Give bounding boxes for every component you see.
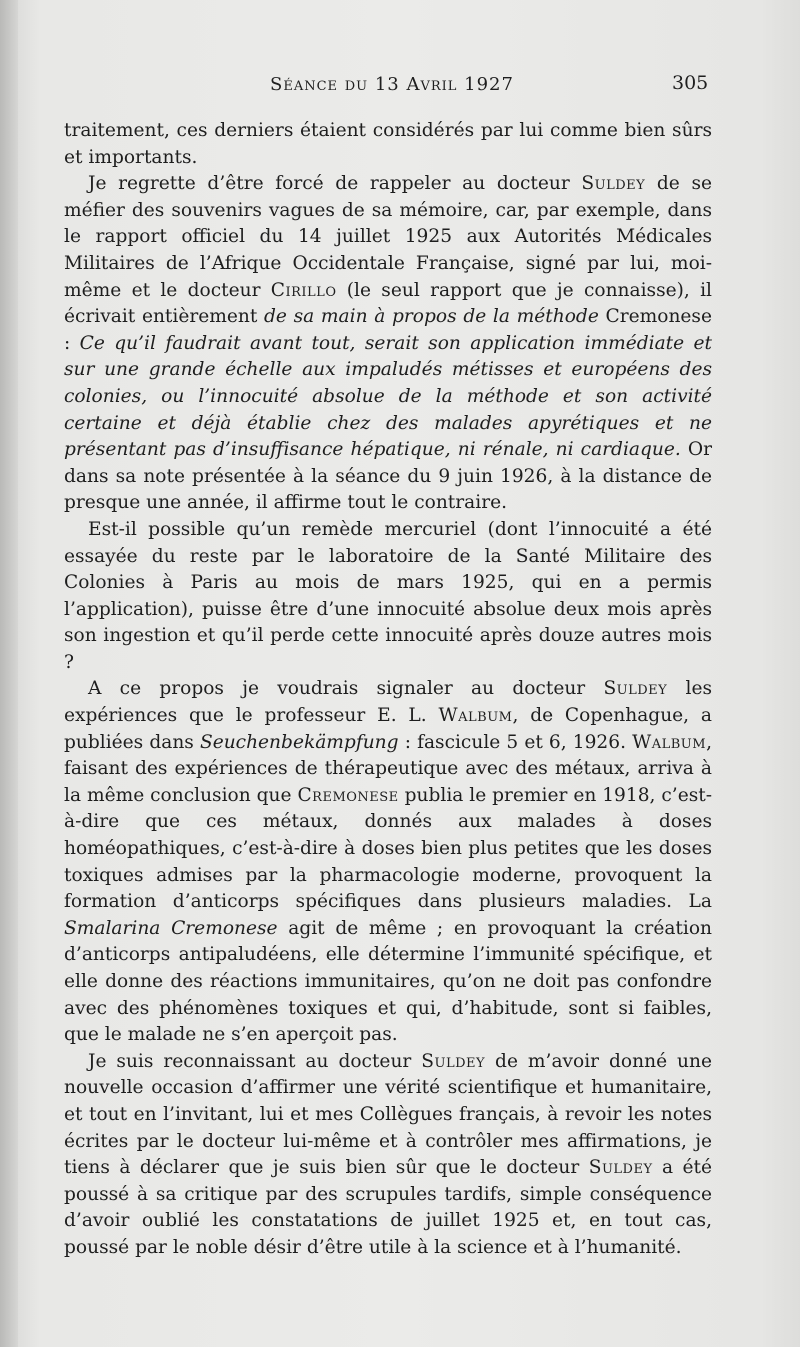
text-run: les expériences que le professeur E. L.: [64, 678, 713, 727]
text-run: a été poussé à sa critique par des scrupules tardifs, simple conséquence d’avoir oublié les constatations de juillet 1925 et, en tout cas, poussé par le noble désir d’être utile à la science et à l’humanité.: [64, 1157, 712, 1258]
italic-text: Smalarina Cremonese: [64, 917, 278, 939]
italic-text: Ce qu’il faudrait avant tout, serait son application immédiate et sur une grande échelle aux impaludés métisses et européens des colonies, ou l’innocuité absolue de la méthode et son activité certaine et déjà établie chez des malades apyrétiques et ne présentant pas d’insuffisance hépatique, ni rénale, ni cardiaque.: [64, 332, 712, 461]
paragraph: [64, 1049, 712, 1262]
text-run: , faisant des expériences de thérapeutique avec des métaux, arriva à la même conclusion que: [64, 731, 712, 806]
author-name: Cirillo: [270, 279, 337, 301]
text-run: Or dans sa note présentée à la séance du 9 juin 1926, à la distance de presque une année, il affirme tout le contraire.: [64, 439, 712, 514]
paragraph: [64, 171, 712, 517]
author-name: Suldey: [421, 1050, 486, 1072]
text-run: A ce propos je voudrais signaler au docteur: [88, 678, 604, 700]
italic-text: Seuchenbekämpfung: [199, 731, 399, 753]
author-name: Suldey: [588, 1157, 653, 1179]
text-run: de se méfier des souvenirs vagues de sa mémoire, car, par exemple, dans le rapport officiel du 14 juillet 1925 aux Autorités Médicales Militaires de l’Afrique Occidentale Française, signé par lui, moi-même et le docteur: [64, 173, 712, 301]
text-run: traitement, ces derniers étaient considérés par lui comme bien sûrs et importants.: [64, 120, 712, 168]
text-run: (le seul rapport que je connaisse), il écrivait entièrement: [64, 279, 712, 328]
text-run: publia le premier en 1918, c’est-à-dire que ces métaux, donnés aux malades à doses homéopathiques, c’est-à-dire à doses bien plus petites que les doses toxiques admises par la pharmacologie moderne, provoquent la formation d’anticorps spécifiques dans plusieurs maladies. La: [64, 784, 712, 913]
author-name: Walbum: [438, 705, 513, 727]
text-run: Je suis reconnaissant au docteur: [88, 1050, 422, 1072]
body-text: [64, 118, 712, 1262]
running-head: Séance du 13 Avril 1927: [270, 74, 514, 95]
italic-text: de sa main à propos de la méthode: [264, 306, 599, 328]
author-name: Cremonese: [297, 784, 399, 806]
author-name: Suldey: [581, 173, 646, 195]
paragraph: [64, 517, 712, 677]
paragraph: [64, 118, 712, 171]
author-name: Walbum: [632, 731, 707, 753]
text-run: agit de même ; en provoquant la création d’anticorps antipaludéens, elle détermine l’immunité spécifique, et elle donne des réactions immunitaires, qu’on ne doit pas confondre avec des phénomènes toxiques et qui, d’habitude, sont si faibles, que le malade ne s’en aperçoit pas.: [64, 917, 712, 1046]
text-run: : fascicule 5 et 6, 1926.: [398, 731, 633, 753]
binding-gutter: [0, 0, 18, 1347]
text-run: Est-il possible qu’un remède mercuriel (dont l’innocuité a été essayée du reste par le laboratoire de la Santé Militaire des Colonies à Paris au mois de mars 1925, qui en a permis l’application), puisse être d’une innocuité absolue deux mois après son ingestion et qu’il perde cette innocuité après douze autres mois ?: [64, 518, 712, 673]
text-run: de m’avoir donné une nouvelle occasion d’affirmer une vérité scientifique et humanitaire, et tout en l’invitant, lui et mes Collègues français, à revoir les notes écrites par le docteur lui-même et à contrôler mes affirmations, je tiens à déclarer que je suis bien sûr que le docteur: [64, 1050, 712, 1179]
paragraph: [64, 676, 712, 1048]
text-run: Cremonese :: [64, 306, 712, 354]
text-run: , de Copenhague, a publiées dans: [64, 705, 712, 753]
author-name: Suldey: [603, 678, 668, 700]
text-run: Je regrette d’être forcé de rappeler au docteur: [88, 173, 582, 195]
page-number: 305: [672, 72, 709, 94]
page-header: [0, 74, 800, 104]
